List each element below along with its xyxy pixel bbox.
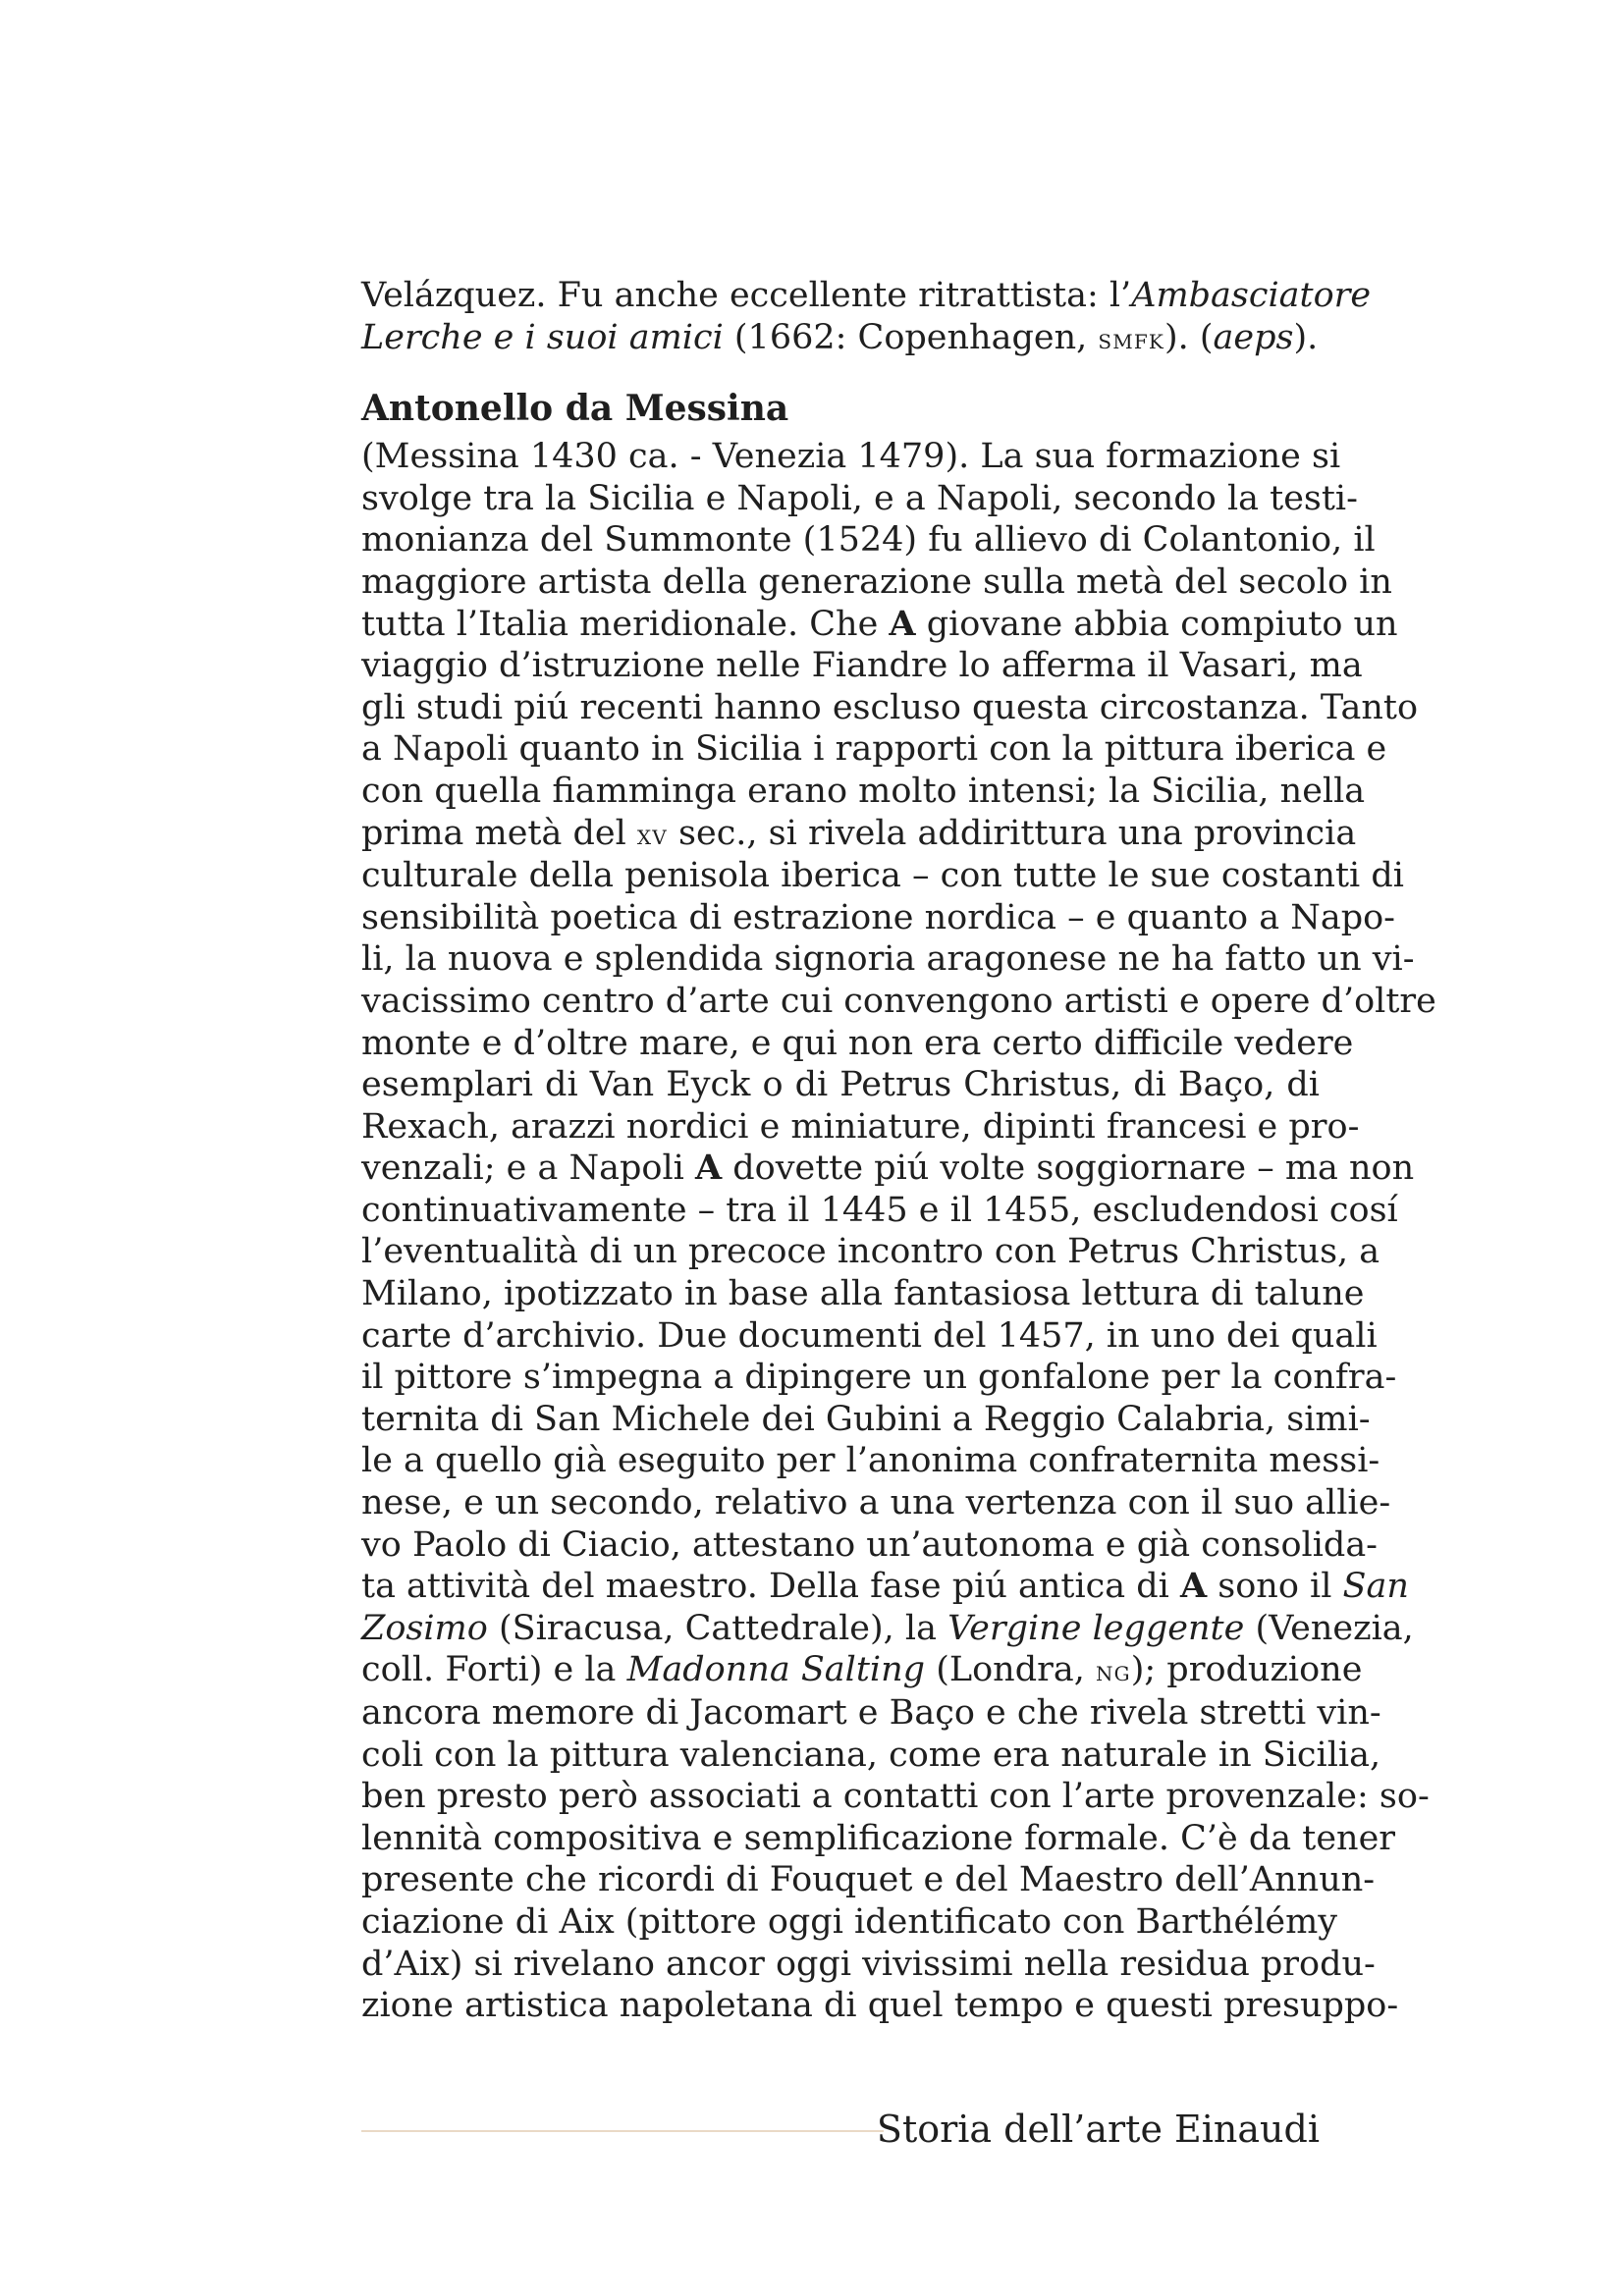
text-line: d’Aix) si rivelano ancor oggi vivissimi nella residua produ- [361,1944,1376,1984]
entry-title: Antonello da Messina [361,388,789,430]
text-line: culturale della penisola iberica – con tutte le sue costanti di [361,856,1404,896]
text-line: esemplari di Van Eyck o di Petrus Christus, di Baço, di [361,1065,1320,1105]
footer-rule [361,2130,884,2132]
entry-paragraph [361,436,1436,2027]
text-line: sensibilità poetica di estrazione nordica – e quanto a Napo- [361,897,1396,937]
text-line: (Messina 1430 ca. - Venezia 1479). La sua formazione si [361,437,1341,477]
text-line: monianza del Summonte (1524) fu allievo di Colantonio, il [361,520,1376,561]
text-line: ancora memore di Jacomart e Baço e che rivela stretti vin- [361,1693,1381,1733]
text-line: prima metà del xv sec., si rivela addirittura una provincia [361,813,1357,853]
text-line: tutta l’Italia meridionale. Che A giovane abbia compiuto un [361,603,1398,644]
text-line: monte e d’oltre mare, e qui non era certo difficile vedere [361,1023,1354,1063]
text-line: Milano, ipotizzato in base alla fantasiosa lettura di talune [361,1274,1365,1314]
text-line: coli con la pittura valenciana, come era naturale in Sicilia, [361,1735,1381,1775]
text-line: vo Paolo di Ciacio, attestano un’autonoma e già consolida- [361,1524,1379,1565]
text-line: vacissimo centro d’arte cui convengono artisti e opere d’oltre [361,981,1436,1021]
text-line: Lerche e i suoi amici (1662: Copenhagen, smfk). (aeps). [361,317,1319,357]
main-text [361,275,1436,2027]
text-line: continuativamente – tra il 1445 e il 1455, escludendosi cosí [361,1190,1398,1230]
text-line: ciazione di Aix (pittore oggi identificato con Barthélémy [361,1901,1338,1942]
text-line: Zosimo (Siracusa, Cattedrale), la Vergine leggente (Venezia, [361,1608,1414,1648]
text-line: l’eventualità di un precoce incontro con Petrus Christus, a [361,1232,1380,1272]
text-line: le a quello già eseguito per l’anonima confraternita messi- [361,1441,1380,1481]
text-line: viaggio d’istruzione nelle Fiandre lo afferma il Vasari, ma [361,646,1363,686]
text-line: li, la nuova e splendida signoria aragonese ne ha fatto un vi- [361,939,1415,980]
text-line: svolge tra la Sicilia e Napoli, e a Napoli, secondo la testi- [361,478,1358,518]
text-line: nese, e un secondo, relativo a una vertenza con il suo allie- [361,1483,1391,1523]
text-line: maggiore artista della generazione sulla metà del secolo in [361,561,1392,602]
intro-paragraph [361,275,1372,359]
text-line: gli studi piú recenti hanno escluso questa circostanza. Tanto [361,687,1419,727]
text-line: carte d’archivio. Due documenti del 1457, in uno dei quali [361,1315,1378,1356]
text-line: a Napoli quanto in Sicilia i rapporti con la pittura iberica e [361,729,1387,770]
text-line: lennità compositiva e semplificazione formale. C’è da tener [361,1818,1396,1858]
text-line: Velázquez. Fu anche eccellente ritrattista: l’Ambasciatore [361,276,1372,315]
text-line: ternita di San Michele dei Gubini a Reggio Calabria, simi- [361,1399,1371,1439]
text-line: presente che ricordi di Fouquet e del Maestro dell’Annun- [361,1860,1376,1900]
footer-label: Storia dell’arte Einaudi [876,2108,1320,2151]
text-line: venzali; e a Napoli A dovette piú volte soggiornare – ma non [361,1148,1415,1189]
text-line: con quella fiamminga erano molto intensi; la Sicilia, nella [361,771,1366,811]
text-line: Rexach, arazzi nordici e miniature, dipinti francesi e pro- [361,1106,1360,1147]
text-line: il pittore s’impegna a dipingere un gonfalone per la confra- [361,1358,1397,1398]
text-line: ben presto però associati a contatti con l’arte provenzale: so- [361,1777,1430,1817]
page-footer [361,2101,1320,2160]
text-line: ta attività del maestro. Della fase piú antica di A sono il San [361,1566,1409,1607]
text-line: coll. Forti) e la Madonna Salting (Londra, ng); produzione [361,1650,1363,1690]
text-line: zione artistica napoletana di quel tempo e questi presuppo- [361,1986,1399,2026]
